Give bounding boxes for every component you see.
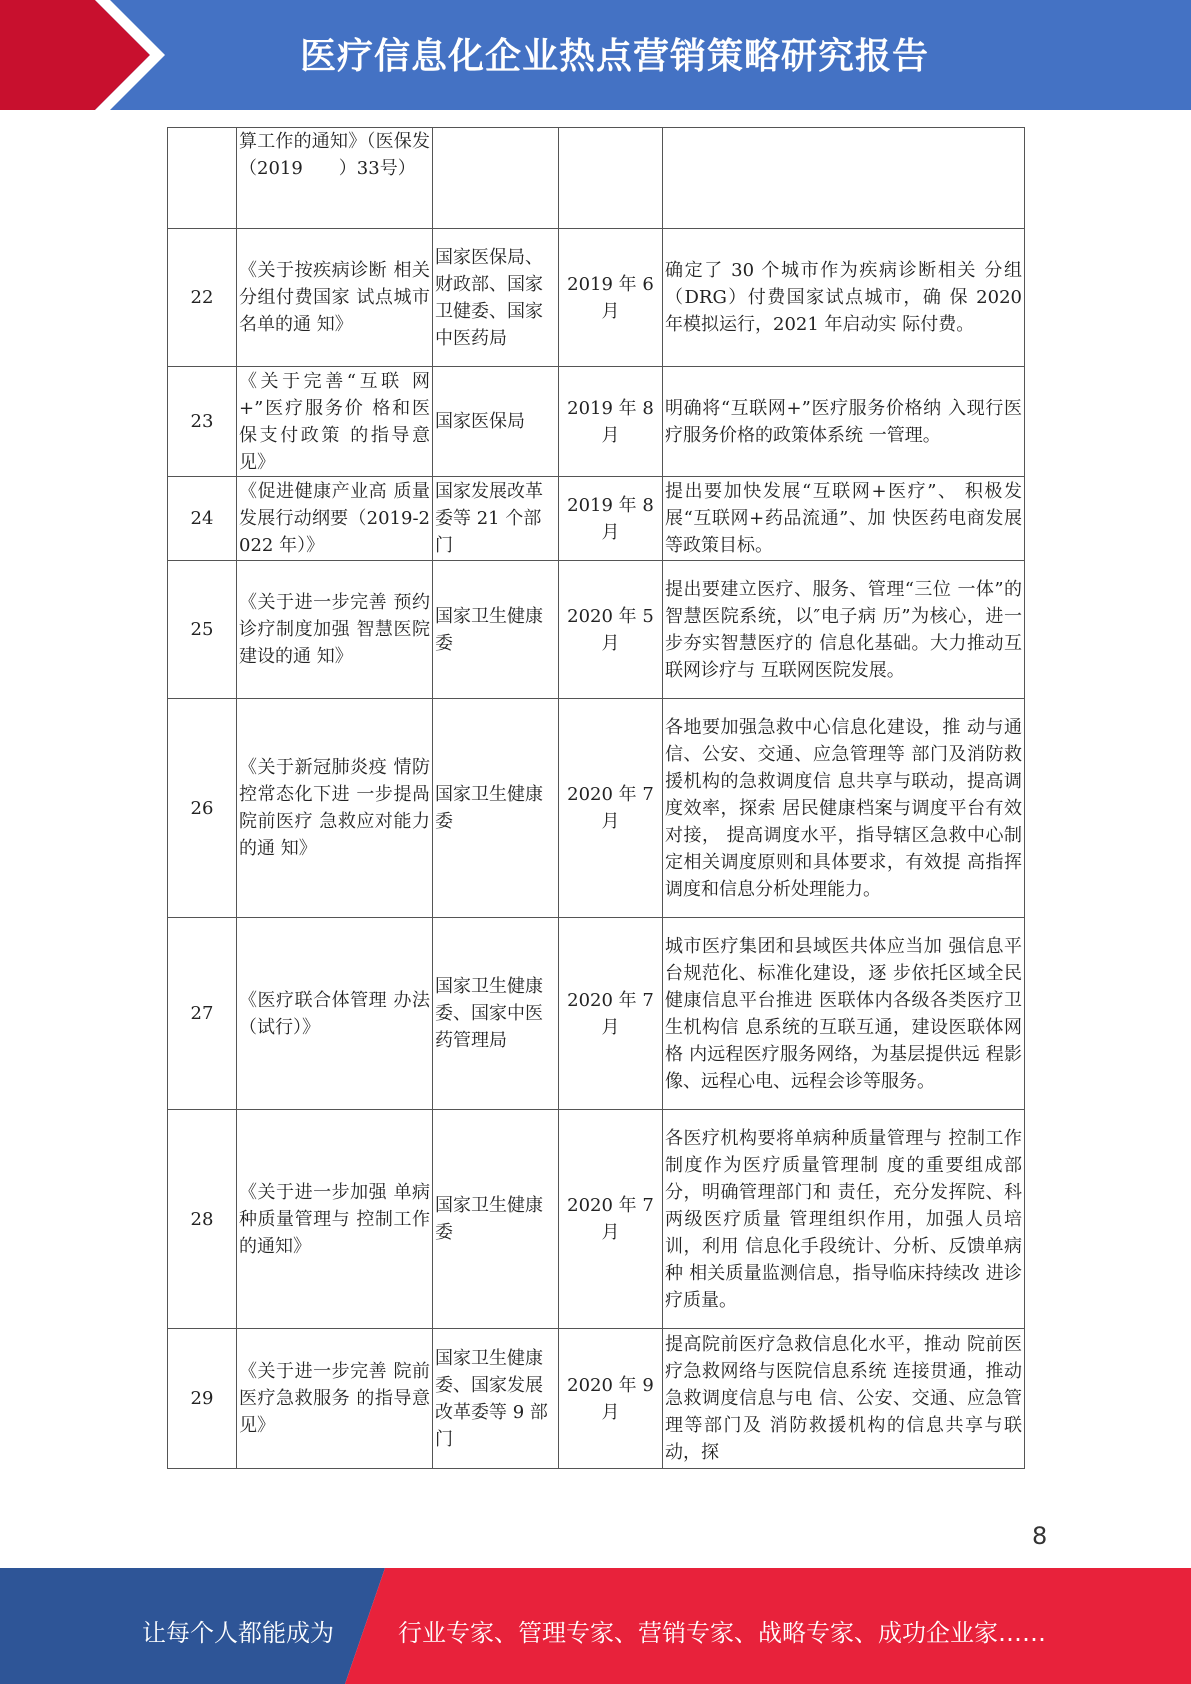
table-row <box>168 128 1025 229</box>
row-number: 24 <box>168 477 237 561</box>
page-header <box>0 0 1191 110</box>
policy-name: 《医疗联合体管理 办法（试行）》 <box>237 918 433 1110</box>
issue-date: 2020 年 9 月 <box>559 1329 663 1469</box>
table-row <box>168 477 1025 561</box>
issue-date: 2020 年 7 月 <box>559 699 663 918</box>
issuing-department: 国家医保局 <box>433 367 559 477</box>
table-row <box>168 229 1025 367</box>
table-row <box>168 561 1025 699</box>
row-number: 26 <box>168 699 237 918</box>
issuing-department <box>433 128 559 229</box>
issuing-department: 国家卫生健康委、国家发展改革委等 9 部门 <box>433 1329 559 1469</box>
issue-date: 2020 年 7 月 <box>559 918 663 1110</box>
row-number: 22 <box>168 229 237 367</box>
row-number: 28 <box>168 1110 237 1329</box>
issuing-department: 国家卫生健康委 <box>433 561 559 699</box>
table-row <box>168 918 1025 1110</box>
issue-date: 2019 年 8 月 <box>559 367 663 477</box>
issuing-department: 国家医保局、财政部、国家卫健委、国家中医药局 <box>433 229 559 367</box>
policy-description: 提高院前医疗急救信息化水平，推动 院前医疗急救网络与医院信息系统 连接贯通，推动急救调度信息与电 信、公安、交通、应急管理等部门及 消防救援机构的信息共享与联动，探 <box>663 1329 1025 1469</box>
policy-name: 《关于完善“互联 网+”医疗服务价 格和医保支付政策 的指导意见》 <box>237 367 433 477</box>
issue-date: 2019 年 6 月 <box>559 229 663 367</box>
footer-slogan-left: 让每个人都能成为 <box>142 1619 334 1647</box>
policy-name: 《关于按疾病诊断 相关分组付费国家 试点城市名单的通 知》 <box>237 229 433 367</box>
policy-description: 各医疗机构要将单病种质量管理与 控制工作制度作为医疗质量管理制 度的重要组成部分，明确管理部门和 责任，充分发挥院、科两级医疗质量 管理组织作用，加强人员培训，利用 信息化手段统计、分析、反馈单病种 相关质量监测信息，指导临床持续改 进诊疗质量。 <box>663 1110 1025 1329</box>
table-row <box>168 699 1025 918</box>
issue-date: 2020 年 5 月 <box>559 561 663 699</box>
page-footer <box>0 1568 1191 1684</box>
page-number: 8 <box>1032 1522 1048 1550</box>
policy-name: 《促进健康产业高 质量发展行动纲要（2019-2022 年）》 <box>237 477 433 561</box>
row-number: 25 <box>168 561 237 699</box>
row-number: 27 <box>168 918 237 1110</box>
policy-name: 算工作的通知》（医保发（2019 ）33号） <box>237 128 433 229</box>
issue-date: 2020 年 7 月 <box>559 1110 663 1329</box>
row-number: 23 <box>168 367 237 477</box>
policy-description: 明确将“互联网+”医疗服务价格纳 入现行医疗服务价格的政策体系统 一管理。 <box>663 367 1025 477</box>
policy-table <box>167 127 1025 1469</box>
policy-description <box>663 128 1025 229</box>
issuing-department: 国家卫生健康委 <box>433 1110 559 1329</box>
policy-description: 各地要加强急救中心信息化建设，推 动与通信、公安、交通、应急管理等 部门及消防救援机构的急救调度信 息共享与联动，提高调度效率，探索 居民健康档案与调度平台有效对接， 提高调度水平，指导辖区急救中心制 定相关调度原则和具体要求，有效提 高指挥调度和信息分析处理能力。 <box>663 699 1025 918</box>
issue-date: 2019 年 8 月 <box>559 477 663 561</box>
policy-description: 提出要加快发展“互联网+医疗”、 积极发展“互联网+药品流通”、加 快医药电商发展等政策目标。 <box>663 477 1025 561</box>
policy-description: 城市医疗集团和县域医共体应当加 强信息平台规范化、标准化建设，逐 步依托区域全民健康信息平台推进 医联体内各级各类医疗卫生机构信 息系统的互联互通，建设医联体网格 内远程医疗服务网络，为基层提供远 程影像、远程心电、远程会诊等服务。 <box>663 918 1025 1110</box>
table-row <box>168 1110 1025 1329</box>
policy-name: 《关于进一步完善 院前医疗急救服务 的指导意见》 <box>237 1329 433 1469</box>
policy-name: 《关于进一步完善 预约诊疗制度加强 智慧医院建设的通 知》 <box>237 561 433 699</box>
row-number <box>168 128 237 229</box>
table-row <box>168 367 1025 477</box>
issuing-department: 国家卫生健康委 <box>433 699 559 918</box>
policy-name: 《关于新冠肺炎疫 情防控常态化下进 一步提咼院前医疗 急救应对能力的通 知》 <box>237 699 433 918</box>
policy-description: 确定了 30 个城市作为疾病诊断相关 分组（DRG）付费国家试点城市，确 保 2020 年模拟运行，2021 年启动实 际付费。 <box>663 229 1025 367</box>
report-title: 医疗信息化企业热点营销策略研究报告 <box>300 36 930 77</box>
issuing-department: 国家发展改革委等 21 个部门 <box>433 477 559 561</box>
issue-date <box>559 128 663 229</box>
footer-slogan-right: 行业专家、管理专家、营销专家、战略专家、成功企业家…… <box>398 1619 1046 1647</box>
table-row <box>168 1329 1025 1469</box>
policy-name: 《关于进一步加强 单病种质量管理与 控制工作的通知》 <box>237 1110 433 1329</box>
policy-description: 提出要建立医疗、服务、管理“三位 一体”的智慧医院系统，以″电子病 历”为核心，进一步夯实智慧医疗的 信息化基础。大力推动互联网诊疗与 互联网医院发展。 <box>663 561 1025 699</box>
issuing-department: 国家卫生健康委、国家中医药管理局 <box>433 918 559 1110</box>
row-number: 29 <box>168 1329 237 1469</box>
